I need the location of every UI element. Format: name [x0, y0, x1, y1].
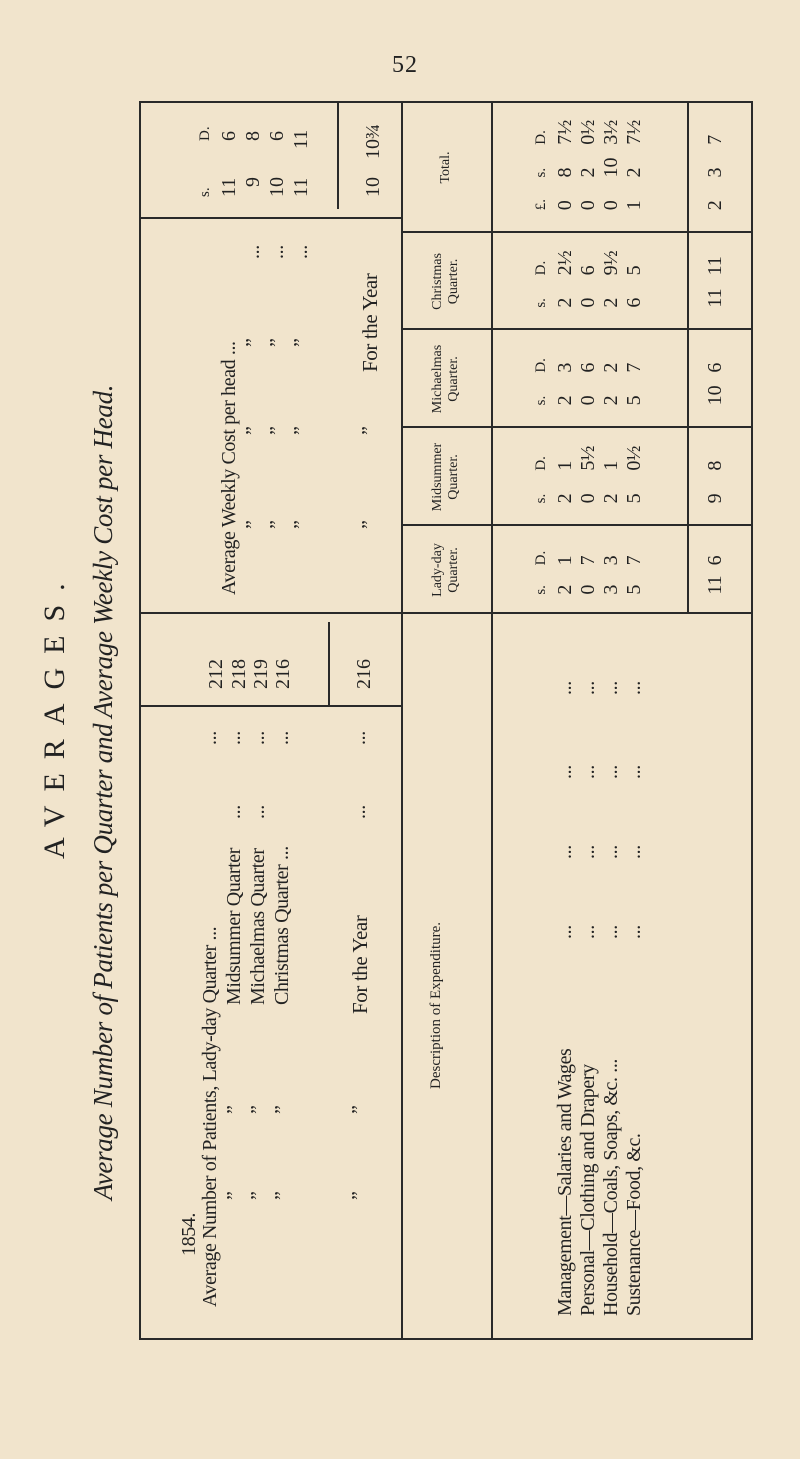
amount-cell: 0: [600, 200, 622, 211]
amount-cell: 0: [577, 493, 599, 504]
amount-cell: 3: [600, 584, 622, 595]
amount-cell: 0: [577, 395, 599, 406]
amount-cell: 2: [577, 167, 599, 178]
amount-cell: 7½: [554, 119, 576, 145]
patients-year-value: 216: [353, 659, 375, 689]
amount-cell: 2: [623, 167, 645, 178]
total-cell: 8: [704, 460, 726, 471]
amount-cell: 2: [554, 395, 576, 406]
total-row-rule: [687, 102, 689, 614]
patients-label: Midsummer Quarter: [223, 847, 245, 1005]
ditto-mark: ”: [242, 520, 264, 529]
page-number: 52: [392, 52, 418, 78]
leader-dots: ...: [623, 925, 645, 939]
amount-cell: 0: [577, 297, 599, 308]
column-header: [430, 428, 462, 526]
section-divider: [401, 102, 403, 1340]
leader-dots: ...: [348, 731, 370, 745]
amount-cell: 9½: [600, 250, 622, 276]
unit-label: D.: [533, 550, 549, 566]
amount-cell: 10: [600, 157, 622, 178]
column-header-line: Christmas: [430, 253, 445, 310]
weekly-cost-label: Average Weekly Cost per head ...: [218, 341, 240, 595]
ditto-mark: ”: [242, 338, 264, 347]
table-border-top: [139, 102, 141, 1340]
column-header: [430, 233, 462, 330]
unit-label: D.: [533, 456, 549, 471]
leader-dots: ...: [266, 245, 288, 259]
leader-dots: ...: [554, 845, 576, 859]
amount-cell: 6: [577, 362, 599, 373]
table-border-bottom: [751, 102, 753, 1340]
weekly-unit-d: D.: [197, 126, 213, 141]
year-heading: 1854.: [178, 1212, 200, 1256]
weekly-values-divider: [139, 218, 401, 220]
amount-cell: 7½: [623, 119, 645, 145]
ditto-mark: ”: [358, 520, 380, 529]
weekly-s-value: 10: [266, 177, 288, 197]
ditto-mark: ”: [223, 1105, 245, 1114]
leader-dots: ...: [623, 845, 645, 859]
expenditure-item: Management—Salaries and Wages: [554, 1048, 576, 1316]
weekly-s-value: 9: [242, 177, 264, 187]
amount-cell: 2½: [554, 250, 576, 276]
leader-dots: ...: [600, 845, 622, 859]
weekly-s-value: 11: [290, 177, 312, 197]
amount-cell: 0½: [577, 119, 599, 145]
amount-cell: 3: [600, 555, 622, 566]
total-cell: 9: [704, 493, 726, 504]
column-header-line: Total.: [438, 151, 453, 184]
table-border-left: [139, 1338, 753, 1340]
leader-dots: ...: [577, 845, 599, 859]
leader-dots: ...: [600, 681, 622, 695]
total-cell: 7: [704, 134, 726, 145]
leader-dots: ...: [554, 681, 576, 695]
weekly-year-d: 10¾: [362, 124, 384, 159]
amount-cell: 2: [600, 395, 622, 406]
column-header-line: Quarter.: [446, 356, 461, 402]
leader-dots: ...: [623, 681, 645, 695]
page-subtitle: Average Number of Patients per Quarter and Average Weekly Cost per Head.: [88, 384, 118, 1200]
ditto-mark: ”: [223, 1191, 245, 1200]
amount-cell: 2: [600, 362, 622, 373]
weekly-d-value: 8: [242, 131, 264, 141]
weekly-year-s: 10: [362, 177, 384, 197]
ditto-mark: ”: [290, 426, 312, 435]
leader-dots: ...: [348, 805, 370, 819]
leader-dots: ...: [577, 925, 599, 939]
amount-cell: 2: [554, 493, 576, 504]
amount-cell: 1: [623, 200, 645, 211]
amount-cell: 6: [577, 265, 599, 276]
patients-value: 219: [250, 659, 272, 689]
unit-label: D.: [533, 358, 549, 373]
amount-cell: 5: [623, 395, 645, 406]
patients-value: 218: [228, 659, 250, 689]
column-header: [430, 330, 462, 428]
amount-cell: 5: [623, 265, 645, 276]
expenditure-item: Sustenance—Food, &c.: [623, 1133, 645, 1316]
leader-dots: ...: [577, 765, 599, 779]
amount-cell: 5: [623, 493, 645, 504]
total-cell: 11: [704, 288, 726, 308]
leader-dots: ...: [554, 765, 576, 779]
column-header: [430, 526, 462, 614]
amount-cell: 2: [554, 297, 576, 308]
amount-cell: 5½: [577, 445, 599, 471]
leader-dots: ...: [223, 731, 245, 745]
patients-year-label: For the Year: [348, 915, 372, 1014]
amount-cell: 2: [600, 493, 622, 504]
leader-dots: ...: [223, 805, 245, 819]
leader-dots: ...: [242, 245, 264, 259]
weekly-d-value: 6: [218, 131, 240, 141]
patients-values-divider: [139, 706, 401, 708]
unit-label: s.: [533, 395, 549, 406]
leader-dots: ...: [600, 765, 622, 779]
amount-cell: 0: [577, 200, 599, 211]
ditto-mark: ”: [348, 1105, 370, 1114]
description-header: Description of Expenditure.: [428, 921, 444, 1089]
expenditure-item: Household—Coals, Soaps, &c. ...: [600, 1058, 622, 1316]
amount-cell: 0½: [623, 445, 645, 471]
unit-label: s.: [533, 167, 549, 178]
page-title: AVERAGES.: [38, 569, 71, 859]
leader-dots: ...: [247, 731, 269, 745]
leader-dots: ...: [290, 245, 312, 259]
ditto-mark: ”: [266, 338, 288, 347]
ditto-mark: ”: [266, 520, 288, 529]
ditto-mark: ”: [242, 426, 264, 435]
total-cell: 3: [704, 167, 726, 178]
ditto-mark: ”: [247, 1105, 269, 1114]
unit-label: s.: [533, 585, 549, 595]
amount-cell: 7: [623, 362, 645, 373]
amount-cell: 7: [623, 555, 645, 566]
header-row-rule: [491, 102, 493, 1340]
weekly-d-value: 11: [290, 129, 312, 149]
patients-value: 216: [272, 659, 294, 689]
amount-cell: 8: [554, 167, 576, 178]
unit-label: s.: [533, 298, 549, 308]
ditto-mark: ”: [290, 338, 312, 347]
total-cell: 6: [704, 555, 726, 566]
weekly-unit-s: s.: [197, 187, 213, 197]
unit-label: s.: [533, 493, 549, 504]
leader-dots: ...: [600, 925, 622, 939]
patients-value: 212: [205, 659, 227, 689]
column-header-line: Michaelmas: [430, 344, 445, 414]
column-header-line: Quarter.: [446, 454, 461, 500]
total-cell: 6: [704, 362, 726, 373]
amount-cell: 0: [554, 200, 576, 211]
patients-label: Christmas Quarter ...: [271, 846, 293, 1005]
ditto-mark: ”: [247, 1191, 269, 1200]
weekly-d-value: 6: [266, 131, 288, 141]
expenditure-item: Personal—Clothing and Drapery: [577, 1064, 599, 1316]
unit-label: £.: [533, 199, 549, 211]
patients-label: Michaelmas Quarter: [247, 848, 269, 1005]
total-cell: 10: [704, 385, 726, 406]
column-header-line: Quarter.: [446, 258, 461, 305]
ditto-mark: ”: [266, 426, 288, 435]
leader-dots: ...: [247, 805, 269, 819]
amount-cell: 7: [577, 555, 599, 566]
ditto-mark: ”: [271, 1105, 293, 1114]
column-header: [438, 102, 454, 233]
unit-label: D.: [533, 130, 549, 145]
amount-cell: 1: [554, 555, 576, 566]
ditto-mark: ”: [358, 426, 380, 435]
amount-cell: 3½: [600, 119, 622, 145]
amount-cell: 2: [554, 584, 576, 595]
ditto-mark: ”: [348, 1191, 370, 1200]
total-cell: 2: [704, 200, 726, 211]
amount-cell: 3: [554, 362, 576, 373]
weekly-year-rule: [337, 102, 339, 209]
amount-cell: 5: [623, 584, 645, 595]
leader-dots: ...: [554, 925, 576, 939]
total-cell: 11: [704, 575, 726, 595]
patients-year-rule: [328, 622, 330, 707]
leader-dots: ...: [199, 731, 221, 745]
weekly-s-value: 11: [218, 177, 240, 197]
ditto-mark: ”: [290, 520, 312, 529]
total-cell: 11: [704, 256, 726, 276]
leader-dots: ...: [271, 731, 293, 745]
column-header-line: Midsummer: [430, 442, 445, 512]
unit-label: D.: [533, 260, 549, 276]
amount-cell: 1: [554, 460, 576, 471]
amount-cell: 1: [600, 460, 622, 471]
weekly-year-label: For the Year: [358, 273, 382, 372]
amount-cell: 2: [600, 297, 622, 308]
leader-dots: ...: [623, 765, 645, 779]
leader-dots: ...: [577, 681, 599, 695]
column-header-line: Quarter.: [446, 547, 461, 593]
patients-label: Average Number of Patients, Lady-day Quarter ...: [199, 926, 221, 1307]
column-header-line: Lady-day: [430, 543, 445, 597]
amount-cell: 0: [577, 584, 599, 595]
amount-cell: 6: [623, 297, 645, 308]
ditto-mark: ”: [271, 1191, 293, 1200]
